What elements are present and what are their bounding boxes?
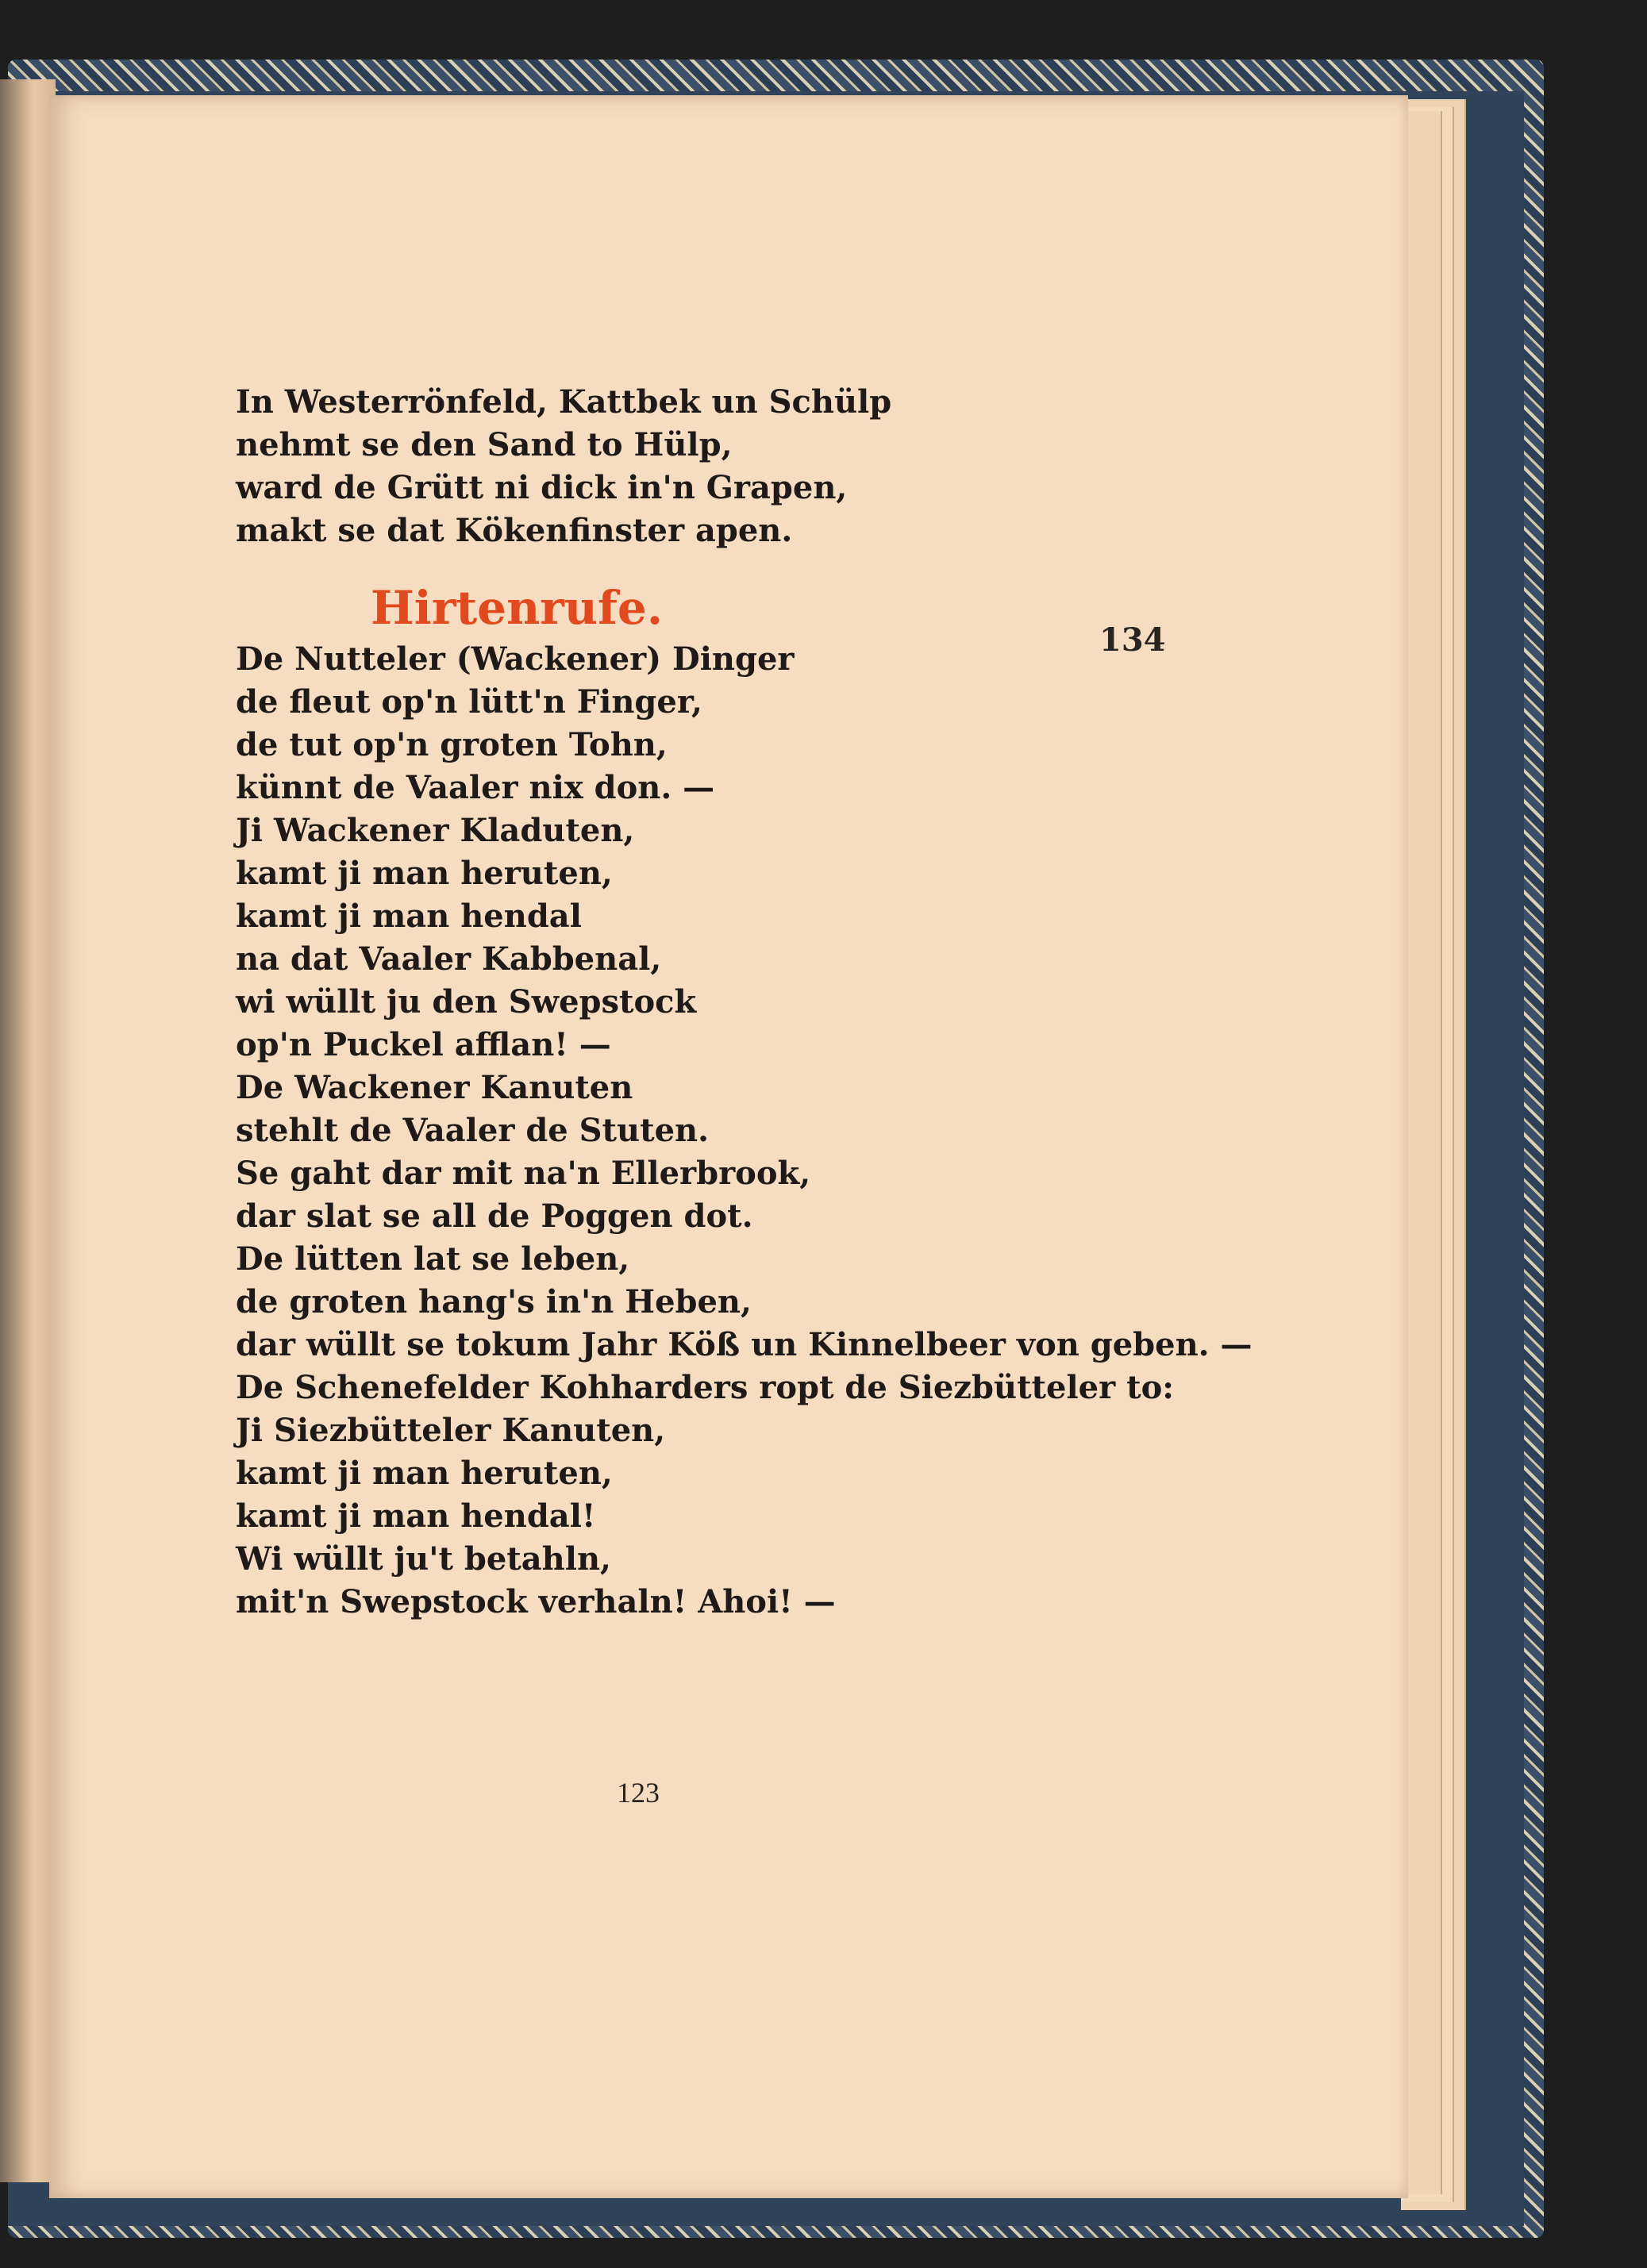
poem-line: Ji Wackener Kladuten, (236, 812, 635, 849)
text-line: nehmt se den Sand to Hülp, (236, 426, 733, 463)
poem-line: Se gaht dar mit na'n Ellerbrook, (236, 1155, 811, 1192)
poem-line: kamt ji man hendal (236, 898, 582, 935)
left-page-edge (0, 79, 56, 2182)
poem-line: kamt ji man heruten, (236, 1455, 613, 1492)
poem-line: na dat Vaaler Kabbenal, (236, 940, 662, 978)
poem-line: de fleut op'n lütt'n Finger, (236, 683, 702, 721)
margin-number: 134 (1099, 621, 1166, 659)
poem-line: stehlt de Vaaler de Stuten. (236, 1112, 710, 1149)
poem-line: De Schenefelder Kohharders ropt de Siezbütteler to: (236, 1369, 1175, 1406)
poem-line: de tut op'n groten Tohn, (236, 726, 668, 763)
poem-line: De Wackener Kanuten (236, 1069, 633, 1106)
poem-line: dar slat se all de Poggen dot. (236, 1197, 753, 1235)
page-number: 123 (617, 1777, 660, 1809)
poem-line: De lütten lat se leben, (236, 1240, 630, 1278)
text-line: In Westerrönfeld, Kattbek un Schülp (236, 383, 892, 421)
poem-line: dar wüllt se tokum Jahr Köß un Kinnelbeer von geben. — (236, 1326, 1253, 1363)
poem-line: op'n Puckel afflan! — (236, 1026, 611, 1063)
text-line: ward de Grütt ni dick in'n Grapen, (236, 469, 848, 506)
poem-line: Ji Siezbütteler Kanuten, (236, 1412, 666, 1449)
poem-line: künnt de Vaaler nix don. — (236, 769, 715, 806)
poem-line: Wi wüllt ju't betahln, (236, 1540, 611, 1578)
poem-line: De Nutteler (Wackener) Dinger (236, 640, 795, 678)
page-text-block (236, 381, 1253, 1624)
text-line: makt se dat Kökenfinster apen. (236, 512, 793, 549)
poem-line: de groten hang's in'n Heben, (236, 1283, 752, 1320)
poem-line: mit'n Swepstock verhaln! Ahoi! — (236, 1583, 836, 1620)
poem-line: wi wüllt ju den Swepstock (236, 983, 697, 1021)
poem-line: kamt ji man hendal! (236, 1497, 596, 1535)
poem-line: kamt ji man heruten, (236, 855, 613, 892)
section-heading: Hirtenrufe. (371, 581, 664, 635)
